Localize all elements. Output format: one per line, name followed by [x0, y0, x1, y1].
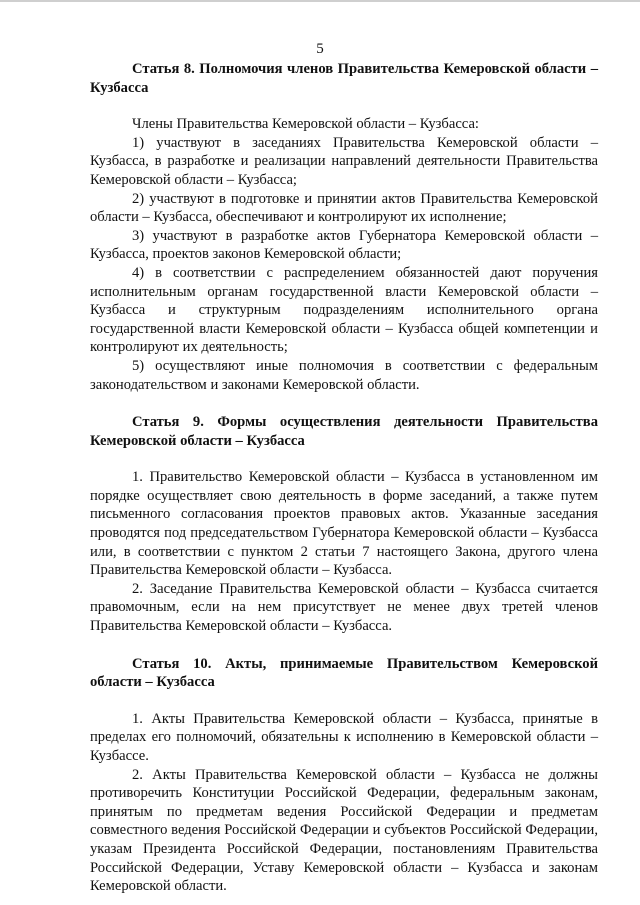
paragraph: 2) участвуют в подготовке и принятии актов Правительства Кемеровской области – Кузбасса, обеспечивают и контролируют их исполнение; [90, 190, 598, 226]
paragraph: 1. Акты Правительства Кемеровской области – Кузбасса, принятые в пределах его полномочий, обязательны к исполнению в Кемеровской области – Кузбассе. [90, 710, 598, 764]
paragraph: 2. Заседание Правительства Кемеровской области – Кузбасса считается правомочным, если на нем присутствует не менее двух третей членов Правительства Кемеровской области – Кузбасса. [90, 580, 598, 635]
article-8 [90, 60, 598, 394]
article-heading: Статья 8. Полномочия членов Правительства Кемеровской области – Кузбасса [90, 61, 598, 96]
article-heading: Статья 10. Акты, принимаемые Правительством Кемеровской области – Кузбасса [90, 655, 598, 691]
top-border [0, 0, 640, 2]
paragraph: 5) осуществляют иные полномочия в соответствии с федеральным законодательством и законами Кемеровской области. [90, 357, 598, 393]
paragraph: 3) участвуют в разработке актов Губернатора Кемеровской области – Кузбасса, проектов законов Кемеровской области; [90, 227, 598, 263]
paragraph: 1. Правительство Кемеровской области – Кузбасса в установленном им порядке осуществляет свою деятельность в форме заседаний, а также путем письменного согласования проектов правовых актов. Указанные заседания проводятся под председательством Губернатора Кемеровской области – Кузбасса или, в соответствии с пунктом 2 статьи 7 настоящего Закона, другого члена Правительства Кемеровской области – Кузбасса. [90, 469, 598, 579]
article-heading: Статья 9. Формы осуществления деятельности Правительства Кемеровской области – Кузбасса [90, 414, 598, 449]
article-9 [90, 413, 598, 636]
paragraph: 1) участвуют в заседаниях Правительства Кемеровской области – Кузбасса, в разработке и реализации направлений деятельности Правительства Кемеровской области – Кузбасса; [90, 134, 598, 188]
paragraph: 2. Акты Правительства Кемеровской области – Кузбасса не должны противоречить Конституции Российской Федерации, федеральным законам, принятым по предметам ведения Российской Федерации и предметам совместного ведения Российской Федерации и субъектов Российской Федерации, указам Президента Российской Федерации, постановлениям Правительства Российской Федерации, Уставу Кемеровской области – Кузбасса и законам Кемеровской области. [90, 766, 598, 895]
paragraph: 4) в соответствии с распределением обязанностей дают поручения исполнительным органам государственной власти Кемеровской области – Кузбасса и структурным подразделениям исполнительного органа государственной власти Кемеровской области – Кузбасса общей компетенции и контролируют их деятельность; [90, 264, 598, 356]
document-body [90, 60, 598, 896]
page-number: 5 [316, 41, 324, 57]
article-10 [90, 655, 598, 896]
paragraph: Члены Правительства Кемеровской области – Кузбасса: [132, 116, 479, 133]
